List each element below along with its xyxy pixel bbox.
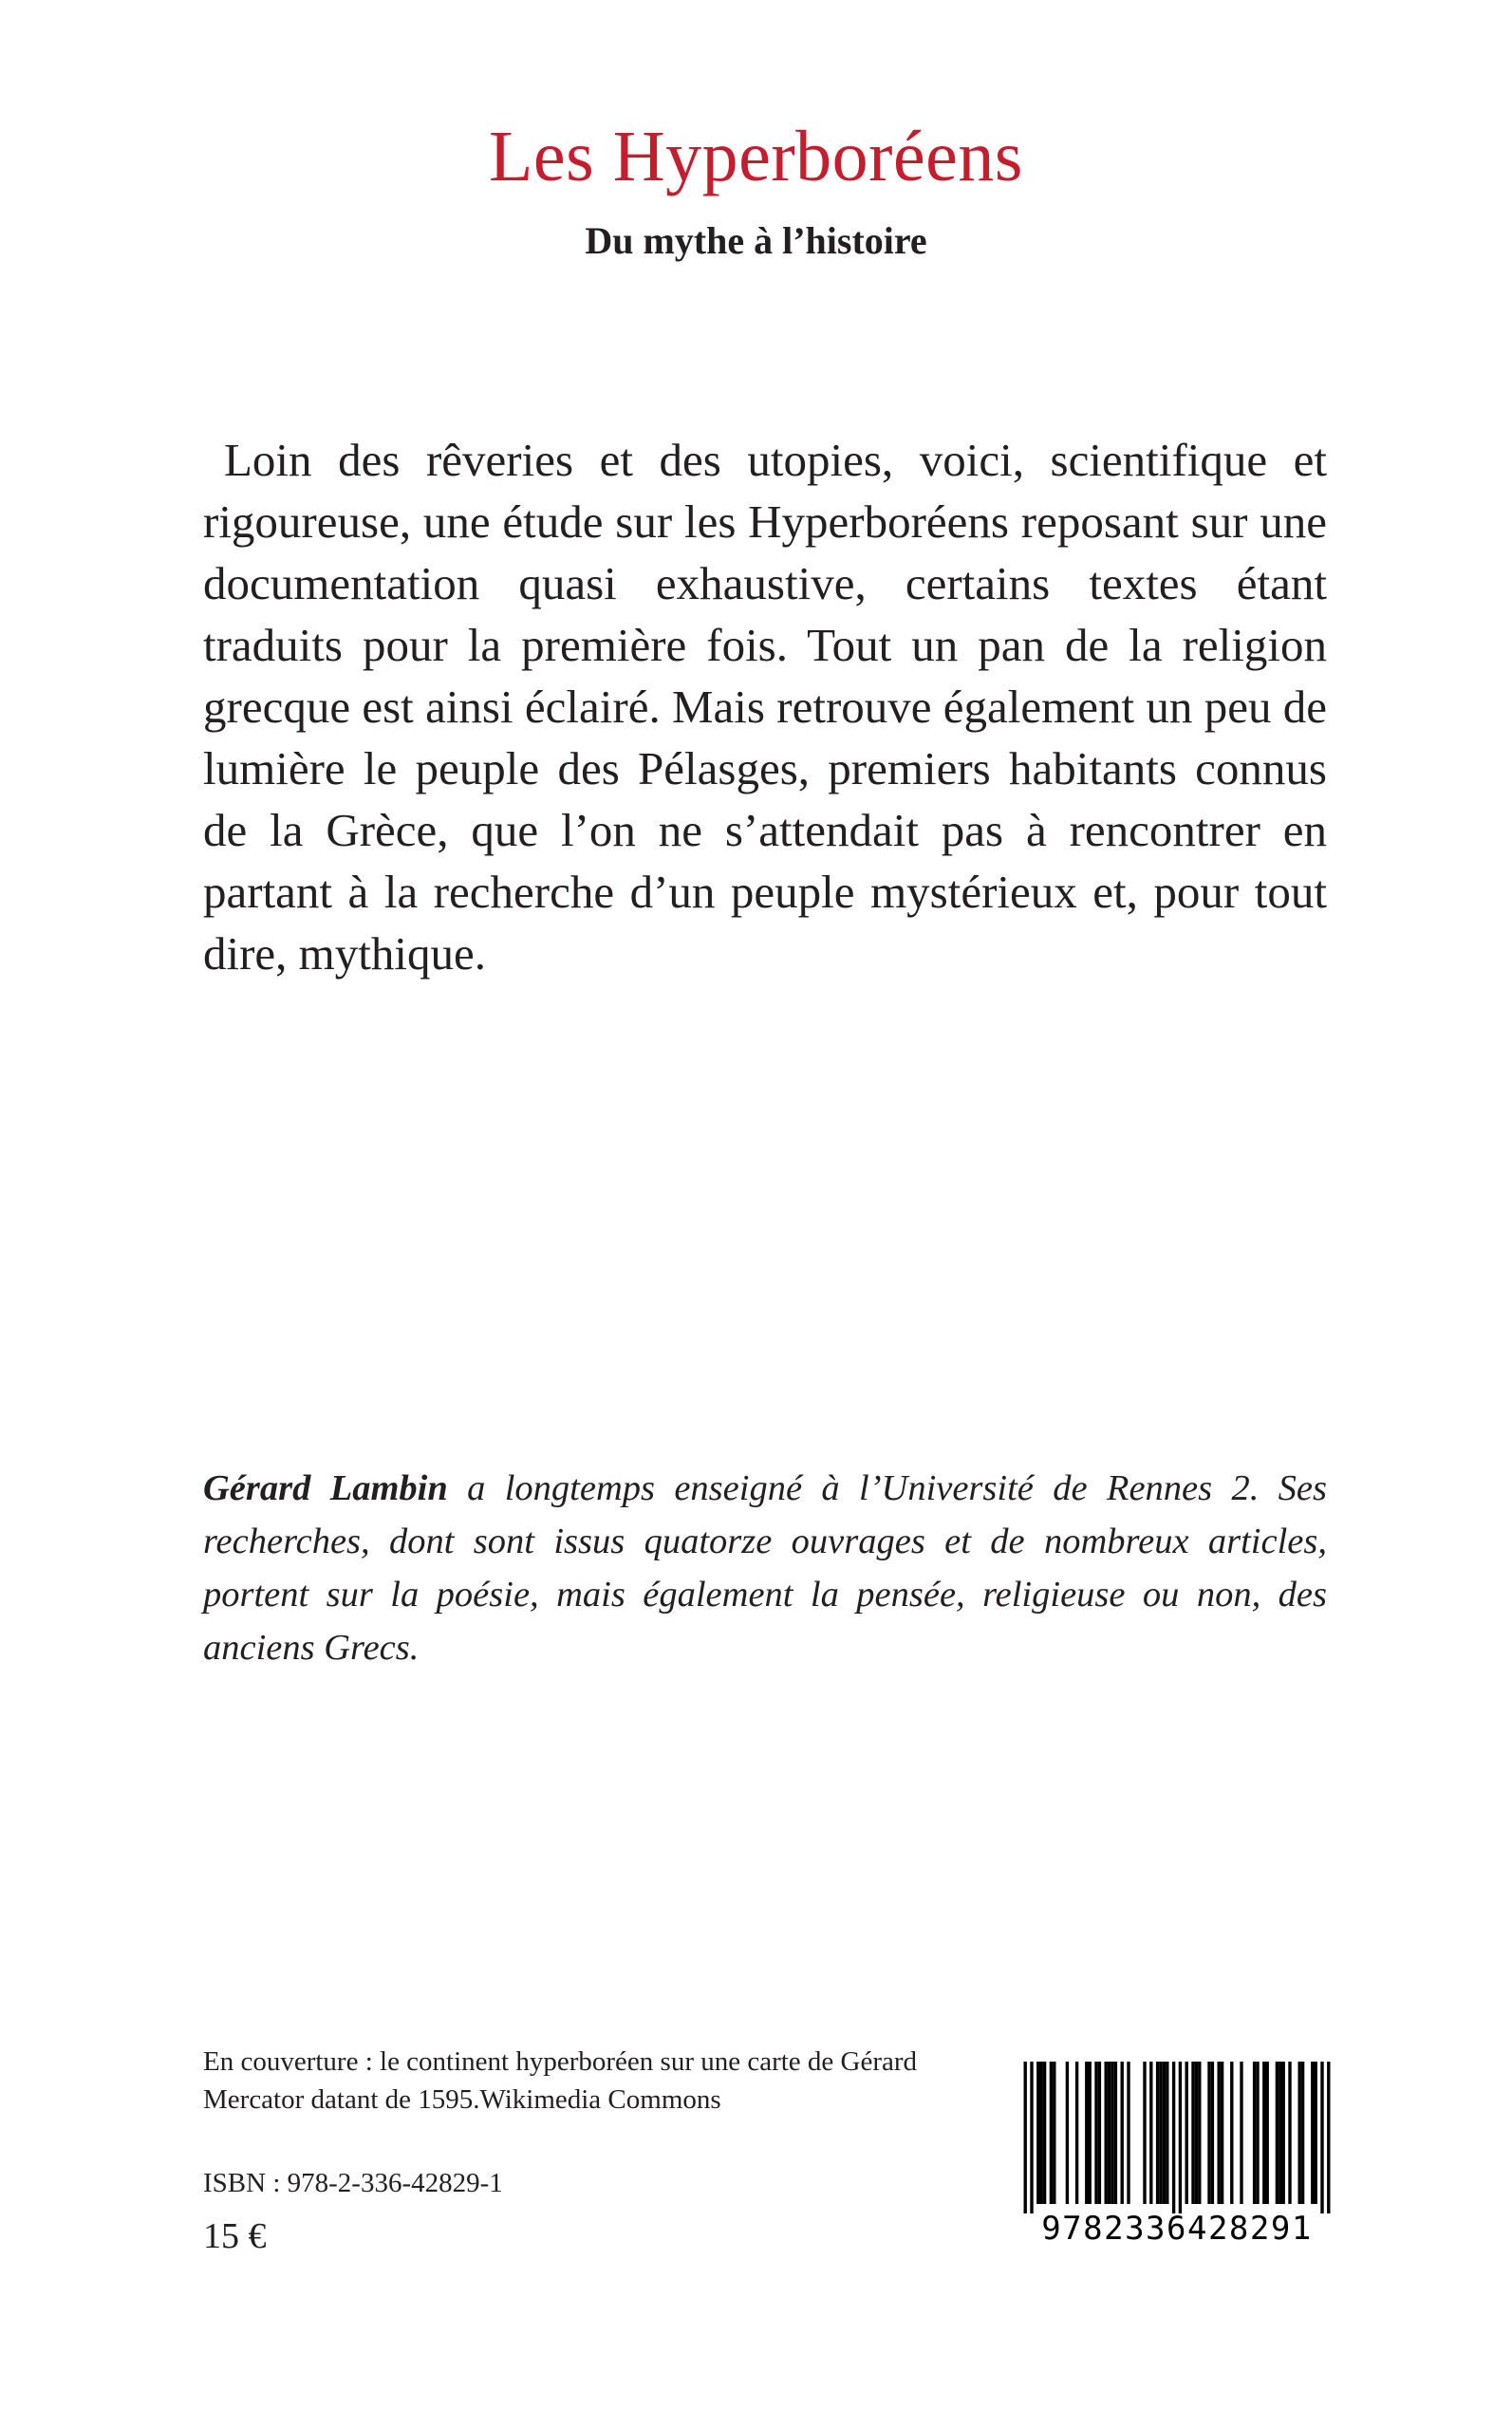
barcode-bar bbox=[1030, 2062, 1033, 2213]
barcode-bar bbox=[1066, 2062, 1069, 2204]
barcode-bar bbox=[1127, 2062, 1129, 2204]
barcode-bar bbox=[1179, 2062, 1182, 2213]
barcode-bar bbox=[1301, 2062, 1304, 2204]
barcode-bar bbox=[1320, 2062, 1323, 2213]
book-title: Les Hyperboréens bbox=[488, 117, 1023, 196]
barcode-bar bbox=[1253, 2062, 1256, 2204]
barcode-bar bbox=[1282, 2062, 1285, 2204]
barcode-bar bbox=[1085, 2062, 1088, 2204]
barcode-bar bbox=[1207, 2062, 1210, 2204]
barcode-bar bbox=[1166, 2062, 1168, 2204]
barcode-bar bbox=[1195, 2062, 1198, 2204]
barcode-bar bbox=[1266, 2062, 1269, 2204]
barcode-bar bbox=[1075, 2062, 1078, 2204]
barcode-bar bbox=[1256, 2062, 1259, 2204]
barcode-bar bbox=[1050, 2062, 1053, 2204]
barcode-bar bbox=[1111, 2062, 1113, 2204]
barcode-bar bbox=[1218, 2062, 1221, 2204]
isbn: ISBN : 978-2-336-42829-1 bbox=[203, 2168, 503, 2198]
barcode-bar bbox=[1108, 2062, 1111, 2204]
barcode-bar bbox=[1024, 2062, 1027, 2213]
book-subtitle: Du mythe à l’histoire bbox=[585, 219, 927, 262]
barcode-bar bbox=[1315, 2062, 1317, 2204]
barcode-bar bbox=[1089, 2062, 1092, 2204]
barcode-bar bbox=[1149, 2062, 1152, 2204]
barcode-bar bbox=[1156, 2062, 1159, 2204]
barcode-digits: 9782336428291 bbox=[1041, 2210, 1313, 2248]
book-summary: Loin des rêveries et des utopies, voici, scientifique et rigoureuse, une étude sur les Hyperboréens reposant sur une documentation quasi exhaustive, certains textes étant traduits pour la première fois. Tout un pan de la religion grecque est ainsi éclairé. Mais retrouve également un peu de lumière le peuple des Pélasges, premiers habitants connus de la Grèce, que l’on ne s’attendait pas à rencontrer en partant à la recherche d’un peuple mystérieux et, pour tout dire, mythique. bbox=[203, 434, 1327, 980]
barcode-bar bbox=[1053, 2062, 1055, 2204]
barcode bbox=[1016, 2062, 1338, 2261]
barcode-bar bbox=[1043, 2062, 1046, 2204]
barcode-bar bbox=[1298, 2062, 1301, 2204]
author-bio-text: a longtemps enseigné à l’Université de Rennes 2. Ses recherches, dont sont issus quatorze ouvrages et de nombreux articles, portent sur la poésie, mais également la pensée, religieuse ou non, des anciens Grecs. bbox=[203, 1468, 1327, 1668]
barcode-bar bbox=[1121, 2062, 1124, 2204]
barcode-bar bbox=[1163, 2062, 1166, 2204]
barcode-bar bbox=[1094, 2062, 1097, 2204]
barcode-bar bbox=[1262, 2062, 1265, 2204]
barcode-bar bbox=[1114, 2062, 1117, 2204]
barcode-bar bbox=[1105, 2062, 1108, 2204]
barcode-bar bbox=[1191, 2062, 1194, 2204]
barcode-bar bbox=[1211, 2062, 1214, 2204]
author-name: Gérard Lambin bbox=[203, 1468, 448, 1508]
barcode-bar bbox=[1036, 2062, 1039, 2204]
barcode-bar bbox=[1185, 2062, 1188, 2204]
cover-credit: En couverture : le continent hyperboréen sur une carte de Gérard Mercator datant de 1595.Wikimedia Commons bbox=[203, 2046, 918, 2115]
barcode-bar bbox=[1240, 2062, 1242, 2204]
barcode-bar bbox=[1276, 2062, 1279, 2204]
price: 15 € bbox=[203, 2216, 267, 2256]
barcode-bar bbox=[1221, 2062, 1223, 2204]
barcode-bar bbox=[1040, 2062, 1043, 2204]
author-bio bbox=[203, 1462, 1327, 1674]
barcode-bar bbox=[1159, 2062, 1162, 2204]
barcode-bar bbox=[1279, 2062, 1281, 2204]
barcode-bar bbox=[1288, 2062, 1291, 2204]
barcode-bar bbox=[1230, 2062, 1233, 2204]
barcode-bar bbox=[1327, 2062, 1330, 2213]
barcode-bar bbox=[1198, 2062, 1201, 2204]
barcode-bar bbox=[1098, 2062, 1101, 2204]
barcode-bar bbox=[1311, 2062, 1314, 2204]
barcode-bars bbox=[1016, 2062, 1338, 2213]
barcode-bar bbox=[1172, 2062, 1175, 2213]
barcode-bar bbox=[1143, 2062, 1146, 2204]
